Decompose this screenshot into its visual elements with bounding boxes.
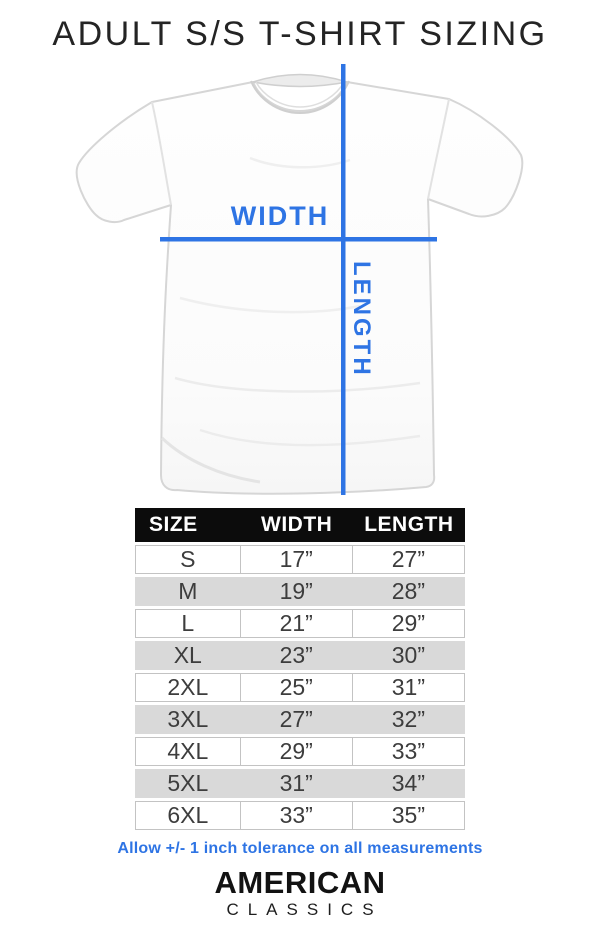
- size-cell: 3XL: [135, 705, 241, 734]
- size-cell: 6XL: [135, 801, 241, 830]
- width-cell: 25”: [241, 673, 353, 702]
- size-cell: M: [135, 577, 241, 606]
- size-col-header: SIZE: [135, 508, 241, 542]
- brand-name-primary: AMERICAN: [214, 865, 386, 900]
- brand-logo: [0, 867, 600, 918]
- tshirt-illustration: [0, 58, 600, 503]
- width-measure-line: [160, 237, 437, 242]
- length-measure-line: [341, 64, 346, 495]
- length-col-header: LENGTH: [353, 508, 465, 542]
- table-row: [135, 641, 465, 670]
- table-row: [135, 769, 465, 798]
- width-cell: 27”: [241, 705, 353, 734]
- length-cell: 32”: [353, 705, 465, 734]
- length-cell: 33”: [353, 737, 465, 766]
- length-cell: 30”: [353, 641, 465, 670]
- size-cell: XL: [135, 641, 241, 670]
- length-cell: 34”: [353, 769, 465, 798]
- length-cell: 28”: [353, 577, 465, 606]
- table-header-row: [135, 508, 465, 542]
- page-title: ADULT S/S T-SHIRT SIZING: [52, 15, 548, 53]
- width-cell: 19”: [241, 577, 353, 606]
- size-cell: 2XL: [135, 673, 241, 702]
- table-row: [135, 737, 465, 766]
- tolerance-note: Allow +/- 1 inch tolerance on all measurements: [117, 840, 483, 857]
- width-measure-label: WIDTH: [230, 201, 330, 231]
- size-cell: 5XL: [135, 769, 241, 798]
- table-row: [135, 577, 465, 606]
- table-row: [135, 705, 465, 734]
- width-cell: 23”: [241, 641, 353, 670]
- table-row: [135, 545, 465, 574]
- length-cell: 29”: [353, 609, 465, 638]
- width-cell: 21”: [241, 609, 353, 638]
- length-measure-label: LENGTH: [348, 261, 375, 378]
- size-cell: 4XL: [135, 737, 241, 766]
- size-cell: S: [135, 545, 241, 574]
- length-cell: 31”: [353, 673, 465, 702]
- size-table: [135, 505, 465, 833]
- size-cell: L: [135, 609, 241, 638]
- table-row: [135, 673, 465, 702]
- table-row: [135, 801, 465, 830]
- width-cell: 17”: [241, 545, 353, 574]
- width-col-header: WIDTH: [241, 508, 353, 542]
- width-cell: 33”: [241, 801, 353, 830]
- tshirt-sizing-figure: [0, 58, 600, 503]
- brand-name-secondary: CLASSICS: [226, 900, 383, 919]
- width-cell: 31”: [241, 769, 353, 798]
- tshirt-body: [77, 82, 523, 494]
- tshirt-back-collar: [253, 75, 347, 87]
- length-cell: 35”: [353, 801, 465, 830]
- width-cell: 29”: [241, 737, 353, 766]
- length-cell: 27”: [353, 545, 465, 574]
- table-row: [135, 609, 465, 638]
